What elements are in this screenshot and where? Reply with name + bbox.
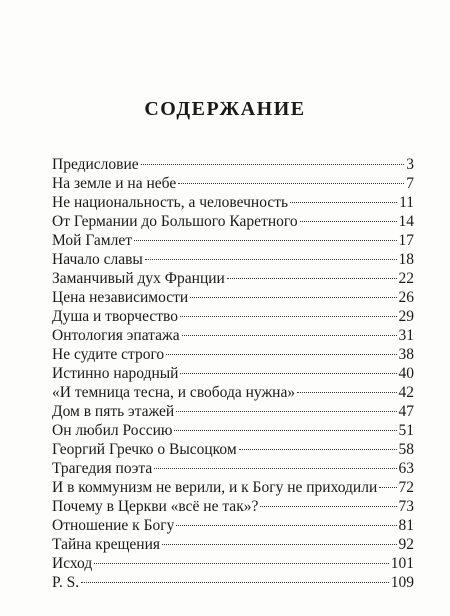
- toc-entry-title: Исход: [52, 555, 93, 572]
- page-title: СОДЕРЖАНИЕ: [144, 98, 306, 120]
- dot-leader: [180, 372, 396, 374]
- toc-entry-title: Предисловие: [52, 156, 139, 173]
- toc-entry-page: 3: [406, 156, 414, 173]
- dot-leader: [176, 410, 396, 412]
- toc-entry-title: Тайна крещения: [52, 536, 161, 553]
- dot-leader: [81, 581, 389, 583]
- toc-entry-title: P. S.: [52, 574, 80, 591]
- dot-leader: [190, 296, 396, 298]
- toc-entry-title: Почему в Церкви «всё не так»?: [52, 498, 259, 515]
- toc-entry-title: От Германии до Большого Каретного: [52, 213, 298, 230]
- toc-entry: [52, 497, 414, 516]
- toc-entry-title: Душа и творчество: [52, 308, 178, 325]
- toc-entry-page: 31: [398, 327, 414, 344]
- table-of-contents: [52, 155, 414, 592]
- dot-leader: [290, 201, 397, 203]
- dot-leader: [297, 391, 396, 393]
- dot-leader: [166, 353, 396, 355]
- toc-entry: [52, 402, 414, 421]
- toc-entry: [52, 155, 414, 174]
- toc-entry: [52, 421, 414, 440]
- dot-leader: [94, 562, 389, 564]
- toc-entry-title: Отношение к Богу: [52, 517, 175, 534]
- toc-entry-title: Цена независимости: [52, 289, 189, 306]
- toc-entry-title: Онтология эпатажа: [52, 327, 180, 344]
- toc-entry: [52, 516, 414, 535]
- dot-leader: [174, 429, 396, 431]
- toc-entry: [52, 307, 414, 326]
- dot-leader: [260, 505, 396, 507]
- toc-entry: [52, 478, 414, 497]
- dot-leader: [178, 182, 404, 184]
- toc-entry-title: Истинно народный: [52, 365, 179, 382]
- toc-entry-page: 63: [398, 460, 414, 477]
- dot-leader: [239, 448, 397, 450]
- toc-entry-page: 38: [398, 346, 414, 363]
- dot-leader: [300, 220, 397, 222]
- toc-entry-title: Он любил Россию: [52, 422, 173, 439]
- toc-entry-page: 72: [398, 479, 414, 496]
- toc-entry-page: 22: [398, 270, 414, 287]
- toc-entry-page: 92: [398, 536, 414, 553]
- dot-leader: [379, 486, 396, 488]
- toc-entry-title: «И темница тесна, и свобода нужна»: [52, 384, 296, 401]
- toc-entry: [52, 554, 414, 573]
- toc-entry: [52, 440, 414, 459]
- toc-entry: [52, 345, 414, 364]
- toc-entry-title: Мой Гамлет: [52, 232, 132, 249]
- toc-entry: [52, 269, 414, 288]
- toc-entry: [52, 174, 414, 193]
- toc-entry: [52, 250, 414, 269]
- dot-leader: [180, 315, 397, 317]
- toc-entry: [52, 212, 414, 231]
- toc-entry-title: Трагедия поэта: [52, 460, 153, 477]
- toc-entry-page: 7: [406, 175, 414, 192]
- toc-entry-title: Не судите строго: [52, 346, 165, 363]
- dot-leader: [182, 334, 397, 336]
- toc-entry-page: 47: [398, 403, 414, 420]
- toc-entry-title: На земле и на небе: [52, 175, 177, 192]
- toc-entry-title: Начало славы: [52, 251, 143, 268]
- dot-leader: [134, 239, 397, 241]
- toc-entry-page: 42: [398, 384, 414, 401]
- toc-entry: [52, 326, 414, 345]
- dot-leader: [154, 467, 396, 469]
- toc-entry: [52, 288, 414, 307]
- dot-leader: [176, 524, 396, 526]
- toc-entry: [52, 459, 414, 478]
- dot-leader: [141, 163, 405, 165]
- dot-leader: [227, 277, 397, 279]
- toc-entry-page: 29: [398, 308, 414, 325]
- toc-entry-page: 17: [398, 232, 414, 249]
- toc-entry-title: Георгий Гречко о Высоцком: [52, 441, 237, 458]
- toc-entry-page: 109: [390, 574, 414, 591]
- toc-entry-page: 11: [399, 194, 414, 211]
- toc-entry: [52, 231, 414, 250]
- toc-entry-page: 58: [398, 441, 414, 458]
- dot-leader: [162, 543, 396, 545]
- toc-entry-page: 51: [398, 422, 414, 439]
- toc-entry-page: 73: [398, 498, 414, 515]
- toc-entry: [52, 383, 414, 402]
- toc-entry-page: 14: [398, 213, 414, 230]
- toc-entry: [52, 573, 414, 592]
- toc-entry: [52, 193, 414, 212]
- toc-entry-page: 26: [398, 289, 414, 306]
- toc-entry-page: 101: [390, 555, 414, 572]
- toc-entry-title: Дом в пять этажей: [52, 403, 175, 420]
- toc-entry: [52, 364, 414, 383]
- toc-entry-title: Заманчивый дух Франции: [52, 270, 225, 287]
- toc-entry-page: 81: [398, 517, 414, 534]
- toc-entry-title: И в коммунизм не верили, и к Богу не приходили: [52, 479, 378, 496]
- toc-entry: [52, 535, 414, 554]
- dot-leader: [145, 258, 397, 260]
- toc-entry-page: 18: [398, 251, 414, 268]
- toc-entry-title: Не национальность, а человечность: [52, 194, 289, 211]
- toc-entry-page: 40: [398, 365, 414, 382]
